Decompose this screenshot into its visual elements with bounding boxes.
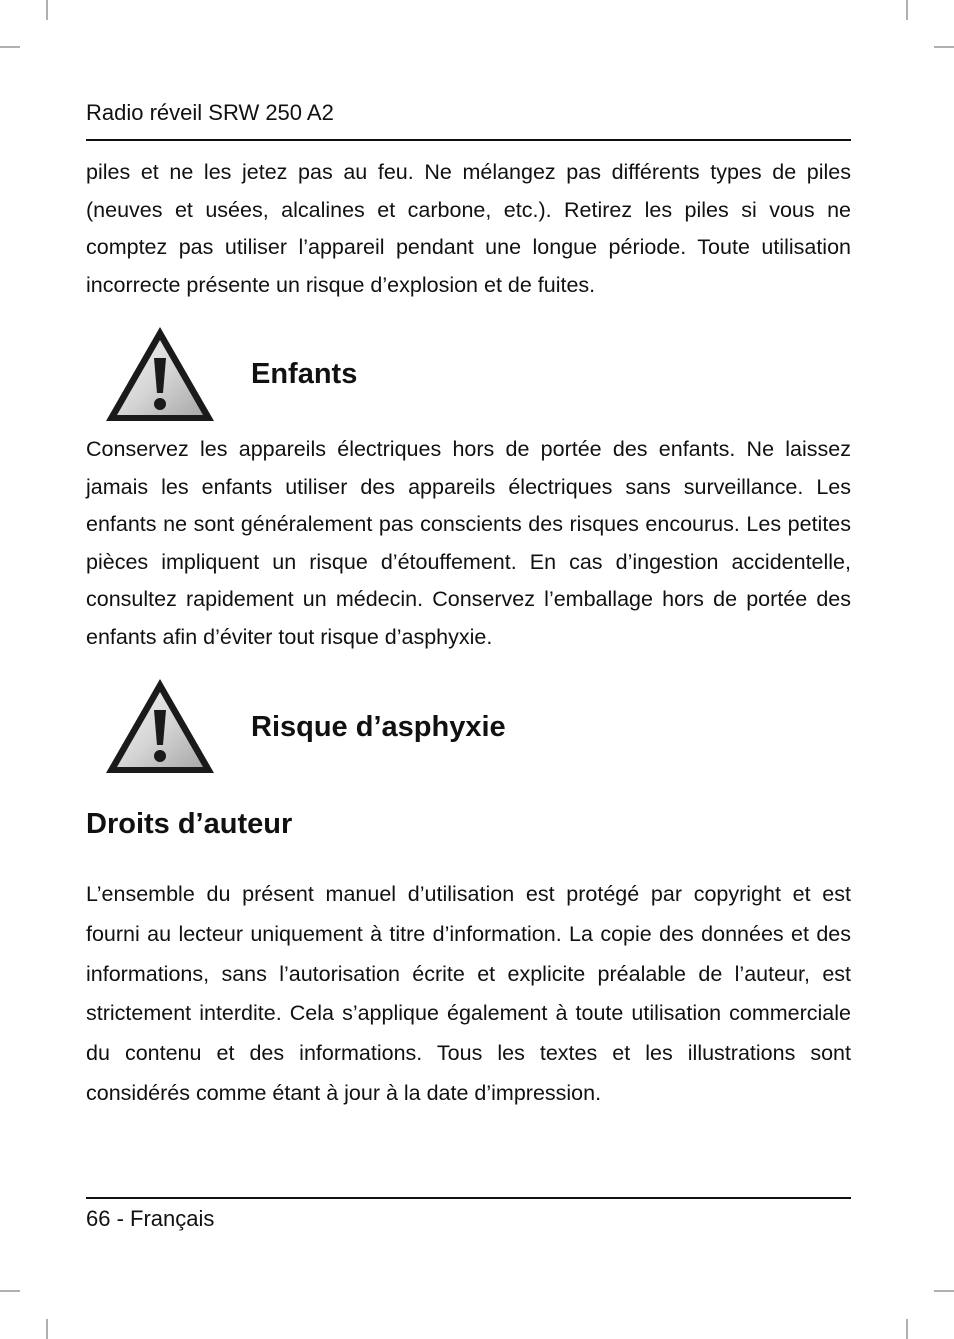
crop-mark [0, 1290, 20, 1292]
crop-mark [934, 1290, 954, 1292]
section-heading-droits: Droits d’auteur [86, 808, 293, 840]
warning-triangle-icon [104, 325, 216, 423]
crop-mark [906, 1319, 908, 1339]
header-rule [86, 139, 851, 141]
section-heading-enfants: Enfants [251, 358, 358, 390]
crop-mark [0, 46, 20, 48]
intro-paragraph: piles et ne les jetez pas au feu. Ne mélangez pas différents types de piles (neuves et usées, alcalines et carbone, etc.). Retirez les piles si vous ne comptez pas utiliser l’appareil pendant une longue période. Toute utilisation incorrecte présente un risque d’explosion et de fuites. [86, 160, 851, 297]
crop-mark [934, 46, 954, 48]
warning-triangle-icon [104, 677, 216, 775]
enfants-paragraph: Conservez les appareils électriques hors de portée des enfants. Ne laissez jamais les enfants utiliser des appareils électriques sans surveillance. Les enfants ne sont généralement pas conscients des risques encourus. Les petites pièces impliquent un risque d’étouffement. En cas d’ingestion accidentelle, consultez rapidement un médecin. Conservez l’emballage hors de portée des enfants afin d’éviter tout risque d’asphyxie. [86, 437, 851, 649]
droits-paragraph: L’ensemble du présent manuel d’utilisation est protégé par copyright et est fourni au lecteur uniquement à titre d’information. La copie des données et des informations, sans l’autorisation écrite et explicite préalable de l’auteur, est strictement interdite. Cela s’applique également à toute utilisation commerciale du contenu et des informations. Tous les textes et les illustrations sont considérés comme étant à jour à la date d’impression. [86, 882, 851, 1105]
footer-rule [86, 1197, 851, 1199]
section-heading-asphyxie: Risque d’asphyxie [251, 711, 506, 743]
crop-mark [46, 0, 48, 20]
crop-mark [46, 1319, 48, 1339]
crop-mark [906, 0, 908, 20]
page-header-title: Radio réveil SRW 250 A2 [86, 100, 334, 125]
page-footer: 66 - Français [86, 1206, 215, 1231]
